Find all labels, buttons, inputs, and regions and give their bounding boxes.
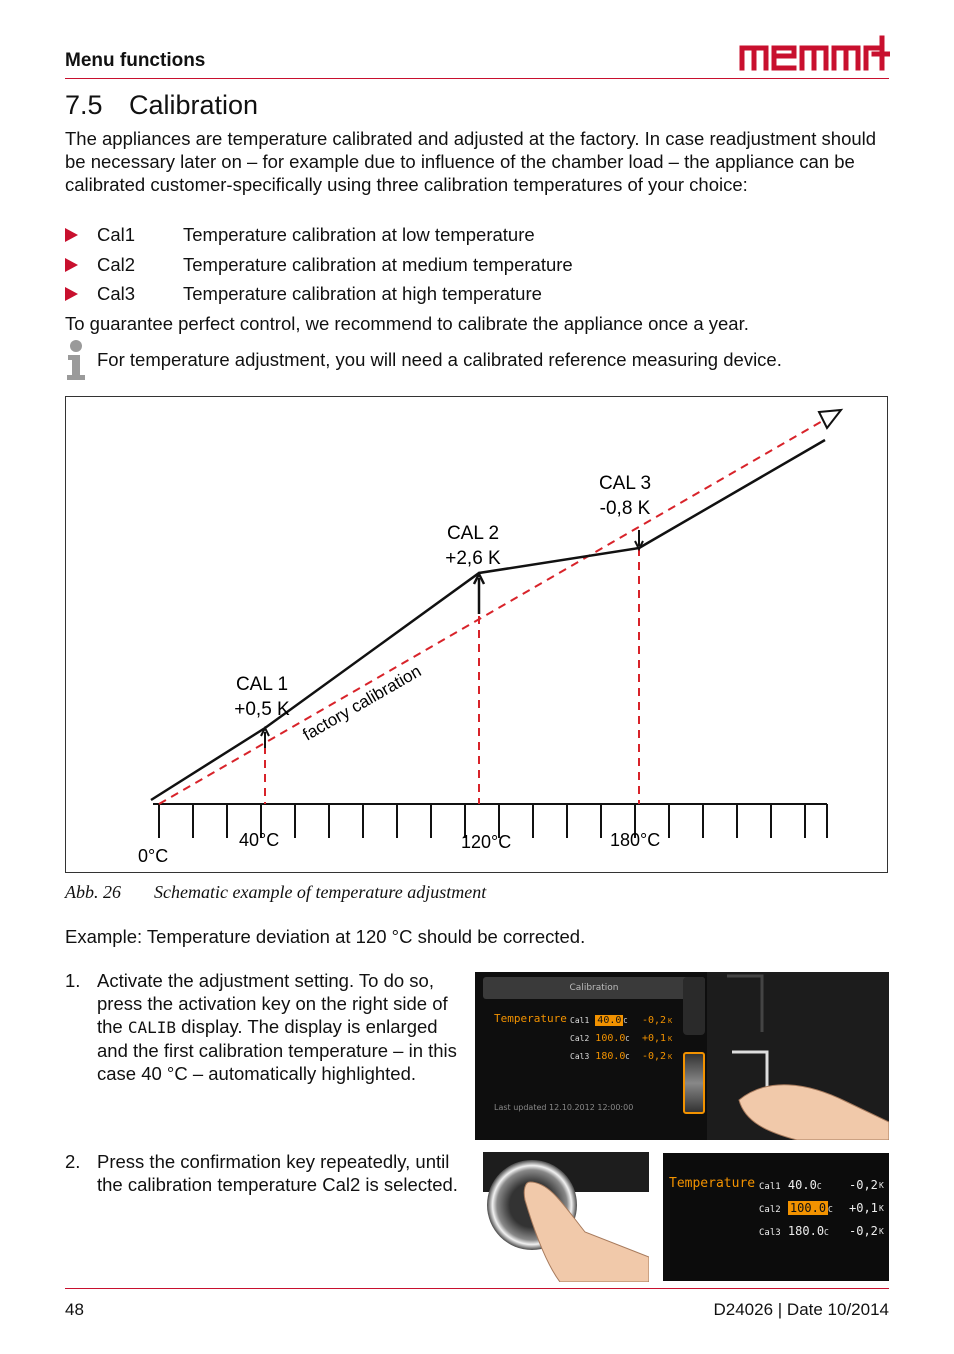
- bullet-desc: Temperature calibration at high temperature: [183, 283, 542, 304]
- cal2-name: CAL 2: [446, 523, 500, 544]
- calib-keyword: CALIB: [127, 1018, 177, 1037]
- bullet-desc: Temperature calibration at medium temperature: [183, 254, 573, 275]
- recommendation: To guarantee perfect control, we recommend to calibrate the appliance once a year.: [65, 313, 749, 334]
- intro-paragraph: The appliances are temperature calibrated and adjusted at the factory. In case readjustment should be necessary later on – for example due to influence of the chamber load – the appliance can be calibrated customer-specifically using three calibration temperatures of your choice:: [65, 128, 877, 195]
- factory-calibration-line: [159, 416, 831, 804]
- display-last-updated: Last updated 12.10.2012 12:00:00: [494, 1103, 634, 1112]
- caption-number: Abb. 26: [65, 882, 121, 902]
- bullet-item: [65, 254, 573, 278]
- finger-pressing-icon: [707, 972, 889, 1140]
- cal2-value: +2,6 K: [445, 548, 501, 569]
- finger-pressing-icon: [475, 1152, 649, 1282]
- step-number: 2.: [65, 1151, 81, 1172]
- arrow-head-icon: [819, 410, 841, 428]
- calib-display-photo: [475, 972, 889, 1140]
- header-rule: [65, 78, 889, 79]
- bullet-arrow-icon: [65, 287, 78, 301]
- display-rows: Cal1 40.0C -0,2 K Cal2 100.0 C +0,1 K Cal3 180.0C -0,2 K: [759, 1178, 884, 1238]
- step-text: Activate the adjustment setting. To do so, press the activation key on the right side of the CALIB display. The display is enlarged and the first calibration temperature – in this case 40 °C – automatically highlighted.: [97, 970, 457, 1084]
- info-icon: [64, 339, 88, 381]
- bullet-item: [65, 224, 535, 248]
- step-text: Press the confirmation key repeatedly, until the calibration temperature Cal2 is selected.: [97, 1151, 458, 1195]
- cal3-value: -0,8 K: [599, 498, 651, 519]
- document-id: D24026 | Date 10/2014: [713, 1300, 889, 1319]
- bullet-item: [65, 283, 542, 307]
- cal1-name: CAL 1: [235, 674, 289, 695]
- memmert-logo: [738, 34, 890, 72]
- step-number: 1.: [65, 970, 81, 991]
- cal1-value: +0,5 K: [234, 699, 290, 720]
- bullet-arrow-icon: [65, 228, 78, 242]
- section-number: 7.5: [65, 90, 103, 120]
- bullet-desc: Temperature calibration at low temperature: [183, 224, 535, 245]
- tick-label-120: 120°C: [461, 832, 512, 852]
- calibration-diagram: [65, 396, 888, 873]
- adjusted-calibration-line: [151, 440, 825, 800]
- header-section-label: Menu functions: [65, 50, 206, 71]
- activation-key[interactable]: [683, 1052, 705, 1114]
- display-rows: Cal1 40.0 C -0,2 K Cal2 100.0C +0,1 K Cal3 180.0C -0,2 K: [570, 1015, 673, 1062]
- example-text: Example: Temperature deviation at 120 °C should be corrected.: [65, 926, 586, 947]
- section-title: [65, 90, 258, 121]
- calib-display-closeup: [663, 1153, 889, 1281]
- footer-rule: [65, 1288, 889, 1289]
- section-title-text: Calibration: [129, 90, 259, 120]
- caption-text: Schematic example of temperature adjustment: [154, 882, 487, 902]
- page-number: 48: [65, 1300, 84, 1319]
- tick-label-180: 180°C: [610, 830, 661, 850]
- display-temperature-label: Temperature: [494, 1012, 567, 1025]
- rotary-knob-photo: [475, 1152, 649, 1282]
- display-temperature-label: Temperature: [669, 1176, 756, 1191]
- tick-label-40: 40°C: [239, 830, 280, 850]
- bullet-code: Cal1: [97, 224, 136, 245]
- scroll-control[interactable]: [683, 977, 705, 1035]
- factory-calibration-label: factory calibration: [299, 661, 425, 745]
- figure-caption: [65, 882, 486, 903]
- bullet-code: Cal3: [97, 283, 136, 304]
- info-note: For temperature adjustment, you will need a calibrated reference measuring device.: [97, 349, 782, 370]
- bullet-code: Cal2: [97, 254, 136, 275]
- cal3-name: CAL 3: [598, 473, 652, 494]
- display-title-bar: Calibration: [483, 977, 705, 999]
- tick-label-0: 0°C: [138, 846, 169, 866]
- bullet-arrow-icon: [65, 258, 78, 272]
